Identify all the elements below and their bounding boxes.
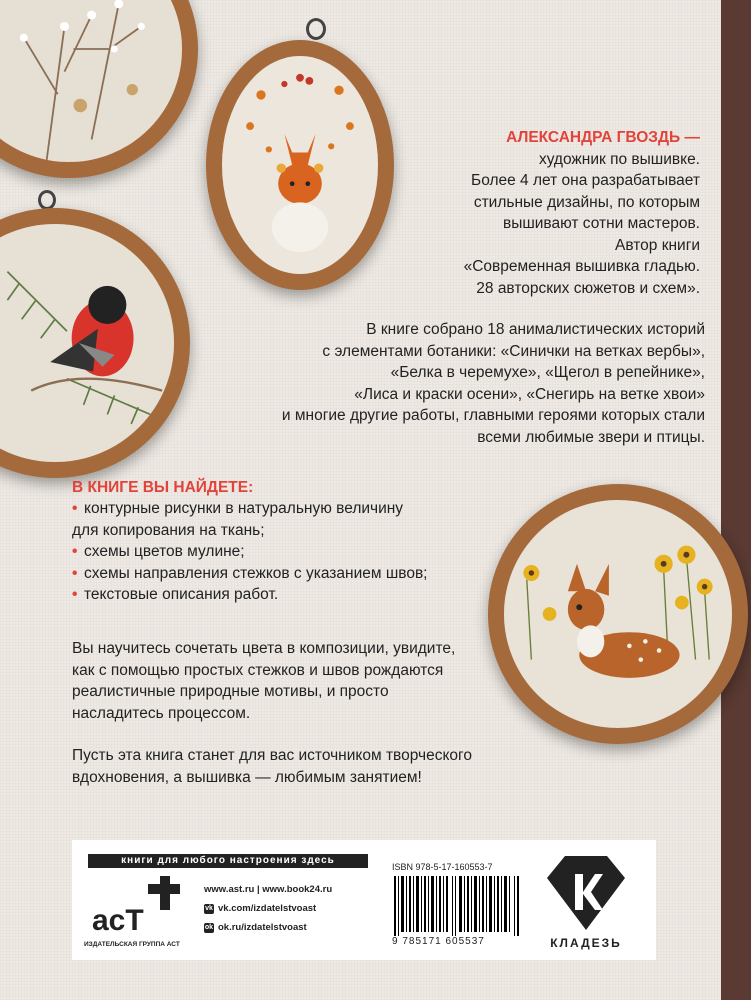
barcode-number: 9 785171 605537 bbox=[392, 936, 485, 947]
bio-line: художник по вышивке. bbox=[538, 150, 700, 168]
publisher-footer bbox=[72, 840, 656, 960]
list-item: • текстовые описания работ. bbox=[72, 584, 472, 606]
slogan-banner: книги для любого настроения здесь bbox=[88, 854, 368, 868]
list-item: • схемы цветов мулине; bbox=[72, 541, 472, 563]
author-bio bbox=[380, 127, 700, 299]
hanger-ring bbox=[38, 190, 56, 210]
learn-line: как с помощью простых стежков и швов рождаются bbox=[72, 661, 444, 679]
ok-icon: ok bbox=[204, 923, 214, 931]
squirrel-embroidery bbox=[222, 56, 378, 274]
list-item: для копирования на ткань; bbox=[72, 521, 265, 539]
bio-line: стильные дизайны, по которым bbox=[473, 193, 700, 211]
vk-icon: vk bbox=[205, 904, 213, 912]
bio-line: «Современная вышивка гладью. bbox=[463, 258, 700, 275]
learn-line: Вы научитесь сочетать цвета в композиции, увидите, bbox=[72, 640, 456, 657]
bio-line: вышивают сотни мастеров. bbox=[502, 215, 700, 232]
winter-branches-embroidery bbox=[0, 0, 182, 162]
stories-line: и многие другие работы, главными героями которых стали bbox=[281, 407, 705, 424]
kladez-logo-icon bbox=[545, 852, 627, 932]
barcode-icon bbox=[392, 876, 522, 936]
learn-line: насладитесь процессом. bbox=[72, 704, 251, 722]
bio-line: Более 4 лет она разрабатывает bbox=[471, 172, 700, 189]
bio-line: 28 авторских сюжетов и схем». bbox=[476, 279, 700, 297]
wish-line: Пусть эта книга станет для вас источником творческого bbox=[72, 747, 472, 764]
vk-link[interactable]: vk.com/izdatelstvoast bbox=[218, 903, 317, 914]
list-item: • схемы направления стежков с указанием швов; bbox=[72, 563, 472, 585]
logo-caption: ИЗДАТЕЛЬСКАЯ ГРУППА АСТ bbox=[84, 941, 180, 948]
author-name: АЛЕКСАНДРА ГВОЗДЬ — bbox=[506, 129, 700, 146]
learn-paragraph bbox=[72, 638, 552, 724]
sites-link[interactable]: www.ast.ru | www.book24.ru bbox=[204, 884, 333, 895]
stories-paragraph bbox=[215, 319, 705, 448]
publisher-links bbox=[204, 880, 332, 937]
find-heading: В КНИГЕ ВЫ НАЙДЕТЕ: bbox=[72, 479, 254, 496]
isbn-text: ISBN 978-5-17-160553-7 bbox=[392, 862, 493, 872]
ok-link[interactable]: ok.ru/izdatelstvoast bbox=[218, 922, 307, 933]
learn-line: реалистичные природные мотивы, и просто bbox=[72, 683, 389, 700]
stories-line: «Белка в черемухе», «Щегол в репейнике», bbox=[390, 364, 705, 381]
stories-line: всеми любимые звери и птицы. bbox=[477, 428, 705, 446]
stories-line: с элементами ботаники: «Синички на ветках вербы», bbox=[322, 342, 705, 360]
wish-line: вдохновения, а вышивка — любимым занятием! bbox=[72, 768, 422, 786]
stories-line: «Лиса и краски осени», «Снегирь на ветке хвои» bbox=[354, 385, 705, 403]
book-spine bbox=[721, 0, 751, 1000]
hanger-ring bbox=[306, 18, 326, 40]
wish-paragraph bbox=[72, 745, 652, 788]
list-item: • контурные рисунки в натуральную величину bbox=[72, 498, 472, 520]
stories-line: В книге собрано 18 анималистических историй bbox=[366, 321, 705, 338]
ast-logo-icon bbox=[86, 874, 182, 938]
bio-line: Автор книги bbox=[614, 236, 700, 254]
embroidery-hoop-squirrel bbox=[206, 40, 394, 290]
logo-text: acT bbox=[92, 904, 144, 937]
publisher-name: КЛАДЕЗЬ bbox=[550, 936, 622, 950]
bullfinch-embroidery bbox=[0, 224, 174, 462]
find-list bbox=[72, 498, 472, 606]
